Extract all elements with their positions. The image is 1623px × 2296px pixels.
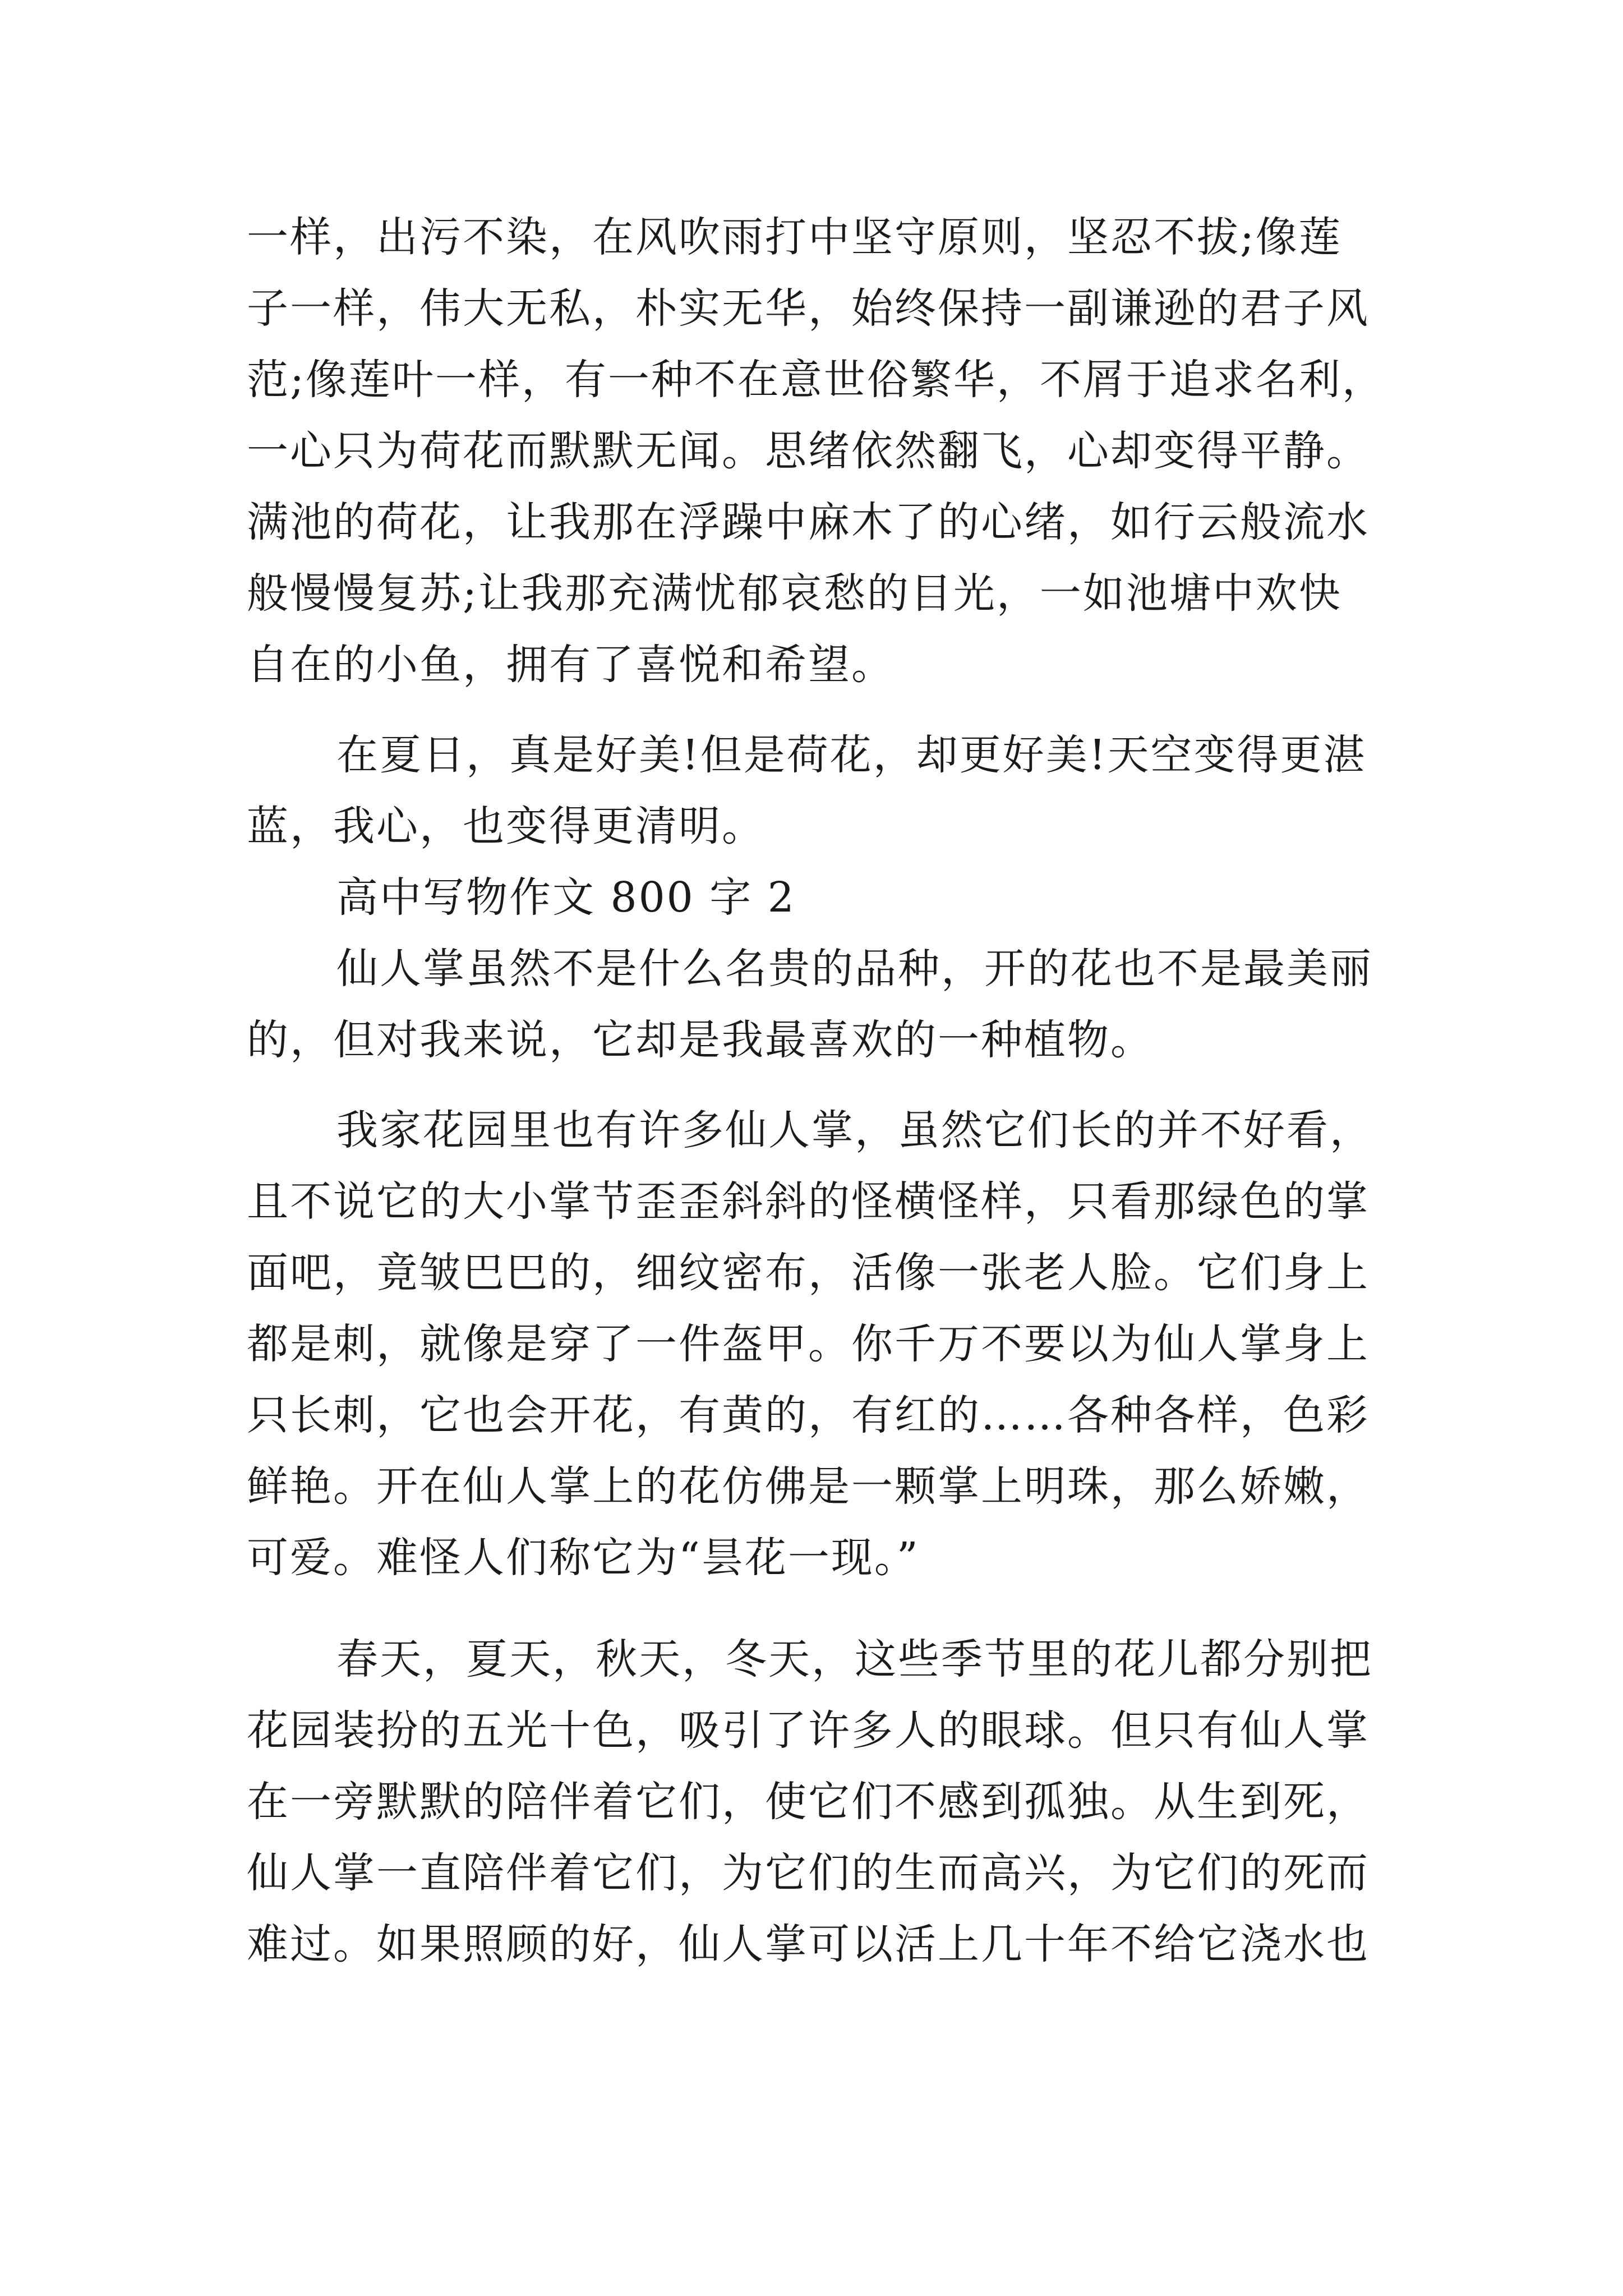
paragraph [247, 1095, 1391, 1594]
text-line: 仙人掌一直陪伴着它们，为它们的生而高兴，为它们的死而 [247, 1849, 1370, 1897]
paragraph [247, 202, 1391, 701]
text-line: 在夏日，真是好美!但是荷花，却更好美!天空变得更湛 [336, 731, 1367, 779]
document-body [247, 202, 1391, 1980]
text-line: 子一样，伟大无私，朴实无华，始终保持一副谦逊的君子风 [247, 284, 1370, 333]
text-line: 都是刺，就像是穿了一件盔甲。你千万不要以为仙人掌身上 [247, 1320, 1370, 1368]
text-line: 可爱。难怪人们称它为“昙花一现。” [247, 1534, 920, 1582]
section-heading: 高中写物作文 800 字 2 [336, 873, 796, 922]
text-line: 仙人掌虽然不是什么名贵的品种，开的花也不是最美丽 [336, 945, 1373, 993]
paragraph-gap [247, 1076, 1391, 1095]
text-line: 难过。如果照顾的好，仙人掌可以活上几十年不给它浇水也 [247, 1920, 1370, 1968]
text-line: 只长刺，它也会开花，有黄的，有红的……各种各样，色彩 [247, 1391, 1370, 1439]
text-line: 花园装扮的五光十色，吸引了许多人的眼球。但只有仙人掌 [247, 1706, 1370, 1755]
text-line: 一样，出污不染，在风吹雨打中坚守原则，坚忍不拔;像莲 [247, 213, 1342, 261]
text-line: 春天，夏天，秋天，冬天，这些季节里的花儿都分别把 [336, 1635, 1373, 1683]
text-line: 鲜艳。开在仙人掌上的花仿佛是一颗掌上明珠，那么娇嫩， [247, 1462, 1370, 1511]
text-line: 我家花园里也有许多仙人掌，虽然它们长的并不好看， [336, 1106, 1373, 1154]
paragraph-gap [247, 701, 1391, 720]
paragraph [247, 1624, 1391, 1980]
text-line: 一心只为荷花而默默无闻。思绪依然翻飞，心却变得平静。 [247, 427, 1370, 475]
text-line: 的，但对我来说，它却是我最喜欢的一种植物。 [247, 1016, 1154, 1064]
text-line: 自在的小鱼，拥有了喜悦和希望。 [247, 641, 895, 689]
text-line: 满池的荷花，让我那在浮躁中麻木了的心绪，如行云般流水 [247, 498, 1370, 546]
text-line: 般慢慢复苏;让我那充满忧郁哀愁的目光，一如池塘中欢快 [247, 569, 1342, 618]
text-line: 蓝，我心，也变得更清明。 [247, 802, 765, 850]
text-line: 且不说它的大小掌节歪歪斜斜的怪横怪样，只看那绿色的掌 [247, 1177, 1370, 1226]
paragraph [247, 933, 1391, 1076]
text-line: 范;像莲叶一样，有一种不在意世俗繁华，不屑于追求名利， [247, 356, 1385, 404]
paragraph [247, 720, 1391, 862]
paragraph-gap [247, 1594, 1391, 1624]
text-line: 面吧，竟皱巴巴的，细纹密布，活像一张老人脸。它们身上 [247, 1249, 1370, 1297]
text-line: 在一旁默默的陪伴着它们，使它们不感到孤独。从生到死， [247, 1778, 1370, 1826]
